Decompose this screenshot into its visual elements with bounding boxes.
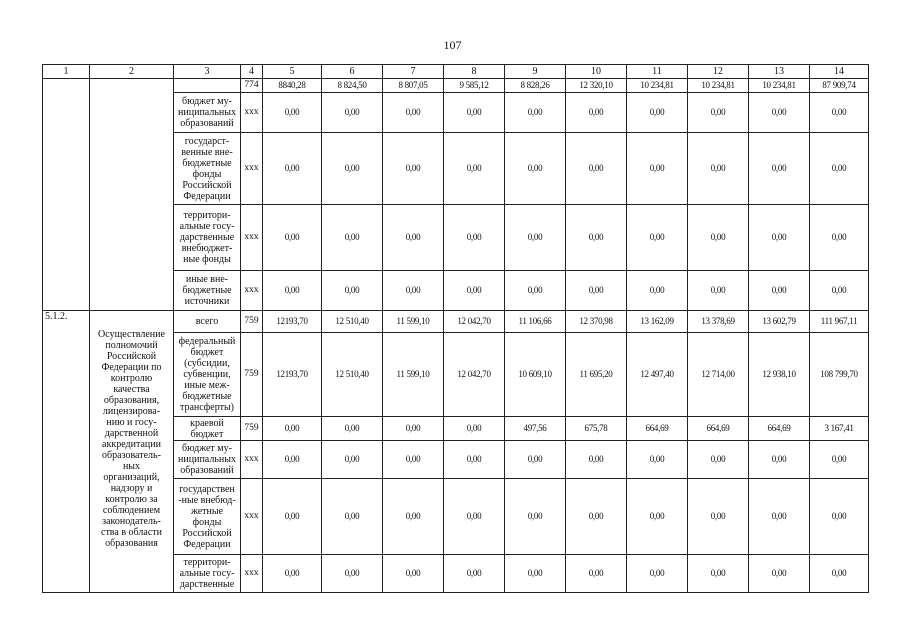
value-cell-col6: 0,00 [322, 93, 383, 133]
value-cell-col10: 0,00 [566, 555, 627, 593]
code-cell: ххх [241, 555, 263, 593]
value-cell-col9: 0,00 [505, 479, 566, 555]
value-cell-col5: 0,00 [263, 441, 322, 479]
header-row [43, 65, 869, 79]
code-cell: 759 [241, 311, 263, 333]
value-cell-col14: 87 909,74 [810, 79, 869, 93]
value-cell-col6: 0,00 [322, 555, 383, 593]
value-cell-col9: 0,00 [505, 133, 566, 205]
column-header-1: 1 [43, 65, 90, 79]
value-cell-col14: 0,00 [810, 479, 869, 555]
value-cell-col9: 11 106,66 [505, 311, 566, 333]
column-header-12: 12 [688, 65, 749, 79]
value-cell-col7: 0,00 [383, 93, 444, 133]
value-cell-col8: 0,00 [444, 479, 505, 555]
code-cell: 759 [241, 333, 263, 417]
value-cell-col13: 0,00 [749, 555, 810, 593]
value-cell-col7: 0,00 [383, 555, 444, 593]
column-header-8: 8 [444, 65, 505, 79]
funding-source-cell: бюджет му- ниципальных образований [174, 93, 241, 133]
column-header-9: 9 [505, 65, 566, 79]
value-cell-col7: 11 599,10 [383, 333, 444, 417]
value-cell-col5: 12193,70 [263, 311, 322, 333]
value-cell-col11: 0,00 [627, 93, 688, 133]
value-cell-col10: 0,00 [566, 271, 627, 311]
budget-table [42, 64, 869, 593]
code-cell: ххх [241, 271, 263, 311]
value-cell-col11: 10 234,81 [627, 79, 688, 93]
column-header-6: 6 [322, 65, 383, 79]
funding-source-cell: бюджет му- ниципальных образований [174, 441, 241, 479]
value-cell-col5: 0,00 [263, 417, 322, 441]
value-cell-col6: 12 510,40 [322, 333, 383, 417]
code-cell: 774 [241, 79, 263, 93]
column-header-11: 11 [627, 65, 688, 79]
value-cell-col5: 0,00 [263, 479, 322, 555]
code-cell: 759 [241, 417, 263, 441]
block1-description-cell [90, 79, 174, 311]
value-cell-col12: 0,00 [688, 133, 749, 205]
block2-description-cell: Осуществление полномочий Российской Федерации по контролю качества образования, лицензирова- нию и госу- дарственной аккредитации образователь- ных организаций, надзору и контролю за соблюдением законодатель- ства в области образования [90, 311, 174, 593]
value-cell-col8: 0,00 [444, 205, 505, 271]
column-header-2: 2 [90, 65, 174, 79]
column-header-5: 5 [263, 65, 322, 79]
value-cell-col12: 0,00 [688, 441, 749, 479]
value-cell-col11: 0,00 [627, 479, 688, 555]
column-header-3: 3 [174, 65, 241, 79]
value-cell-col8: 0,00 [444, 133, 505, 205]
value-cell-col14: 0,00 [810, 441, 869, 479]
value-cell-col12: 10 234,81 [688, 79, 749, 93]
value-cell-col10: 12 370,98 [566, 311, 627, 333]
value-cell-col13: 13 602,79 [749, 311, 810, 333]
value-cell-col14: 0,00 [810, 205, 869, 271]
column-header-13: 13 [749, 65, 810, 79]
column-header-10: 10 [566, 65, 627, 79]
value-cell-col13: 10 234,81 [749, 79, 810, 93]
page-number: 107 [443, 38, 462, 52]
value-cell-col11: 664,69 [627, 417, 688, 441]
value-cell-col13: 0,00 [749, 441, 810, 479]
code-cell: ххх [241, 133, 263, 205]
value-cell-col5: 12193,70 [263, 333, 322, 417]
value-cell-col13: 0,00 [749, 205, 810, 271]
block2-index-cell: 5.1.2. [43, 311, 90, 593]
value-cell-col8: 9 585,12 [444, 79, 505, 93]
block1-index-cell [43, 79, 90, 311]
value-cell-col11: 13 162,09 [627, 311, 688, 333]
value-cell-col13: 0,00 [749, 133, 810, 205]
value-cell-col13: 0,00 [749, 479, 810, 555]
value-cell-col7: 11 599,10 [383, 311, 444, 333]
value-cell-col14: 0,00 [810, 93, 869, 133]
value-cell-col11: 0,00 [627, 441, 688, 479]
value-cell-col10: 0,00 [566, 441, 627, 479]
value-cell-col14: 108 799,70 [810, 333, 869, 417]
value-cell-col14: 0,00 [810, 133, 869, 205]
code-cell: ххх [241, 205, 263, 271]
value-cell-col9: 0,00 [505, 93, 566, 133]
value-cell-col10: 0,00 [566, 133, 627, 205]
value-cell-col10: 675,78 [566, 417, 627, 441]
value-cell-col6: 0,00 [322, 479, 383, 555]
code-cell: ххх [241, 441, 263, 479]
value-cell-col11: 0,00 [627, 133, 688, 205]
funding-source-cell: территори- альные госу- дарственные [174, 555, 241, 593]
funding-source-cell: государствен -ные внебюд- жетные фонды Российской Федерации [174, 479, 241, 555]
value-cell-col13: 664,69 [749, 417, 810, 441]
value-cell-col5: 0,00 [263, 271, 322, 311]
column-header-14: 14 [810, 65, 869, 79]
value-cell-col14: 0,00 [810, 271, 869, 311]
value-cell-col11: 12 497,40 [627, 333, 688, 417]
value-cell-col12: 0,00 [688, 555, 749, 593]
value-cell-col7: 0,00 [383, 271, 444, 311]
column-header-4: 4 [241, 65, 263, 79]
value-cell-col13: 12 938,10 [749, 333, 810, 417]
funding-source-cell: краевой бюджет [174, 417, 241, 441]
value-cell-col6: 0,00 [322, 441, 383, 479]
value-cell-col7: 0,00 [383, 133, 444, 205]
funding-source-cell: федеральный бюджет (субсидии, субвенции, иные меж- бюджетные трансферты) [174, 333, 241, 417]
value-cell-col8: 0,00 [444, 441, 505, 479]
code-cell: ххх [241, 479, 263, 555]
value-cell-col10: 11 695,20 [566, 333, 627, 417]
value-cell-col5: 0,00 [263, 93, 322, 133]
funding-source-cell: иные вне- бюджетные источники [174, 271, 241, 311]
value-cell-col8: 0,00 [444, 555, 505, 593]
funding-source-cell [174, 79, 241, 93]
funding-source-cell: территори- альные госу- дарственные внебюджет- ные фонды [174, 205, 241, 271]
value-cell-col7: 0,00 [383, 479, 444, 555]
value-cell-col12: 13 378,69 [688, 311, 749, 333]
value-cell-col10: 0,00 [566, 205, 627, 271]
value-cell-col6: 0,00 [322, 205, 383, 271]
value-cell-col5: 0,00 [263, 205, 322, 271]
value-cell-col6: 0,00 [322, 271, 383, 311]
value-cell-col8: 0,00 [444, 417, 505, 441]
value-cell-col10: 12 320,10 [566, 79, 627, 93]
value-cell-col7: 0,00 [383, 417, 444, 441]
funding-source-cell: государст- венные вне- бюджетные фонды Российской Федерации [174, 133, 241, 205]
value-cell-col7: 0,00 [383, 205, 444, 271]
column-header-7: 7 [383, 65, 444, 79]
value-cell-col7: 0,00 [383, 441, 444, 479]
value-cell-col11: 0,00 [627, 271, 688, 311]
value-cell-col12: 12 714,00 [688, 333, 749, 417]
value-cell-col9: 0,00 [505, 205, 566, 271]
value-cell-col9: 8 828,26 [505, 79, 566, 93]
value-cell-col6: 0,00 [322, 417, 383, 441]
value-cell-col10: 0,00 [566, 479, 627, 555]
value-cell-col12: 0,00 [688, 479, 749, 555]
value-cell-col14: 111 967,11 [810, 311, 869, 333]
value-cell-col12: 0,00 [688, 93, 749, 133]
value-cell-col13: 0,00 [749, 93, 810, 133]
value-cell-col8: 0,00 [444, 271, 505, 311]
value-cell-col9: 10 609,10 [505, 333, 566, 417]
value-cell-col9: 0,00 [505, 271, 566, 311]
value-cell-col6: 12 510,40 [322, 311, 383, 333]
value-cell-col12: 664,69 [688, 417, 749, 441]
value-cell-col13: 0,00 [749, 271, 810, 311]
value-cell-col6: 0,00 [322, 133, 383, 205]
block1-row [43, 79, 869, 93]
value-cell-col9: 497,56 [505, 417, 566, 441]
value-cell-col6: 8 824,50 [322, 79, 383, 93]
value-cell-col10: 0,00 [566, 93, 627, 133]
value-cell-col8: 12 042,70 [444, 333, 505, 417]
funding-source-cell: всего [174, 311, 241, 333]
value-cell-col8: 0,00 [444, 93, 505, 133]
code-cell: ххх [241, 93, 263, 133]
value-cell-col9: 0,00 [505, 555, 566, 593]
value-cell-col11: 0,00 [627, 555, 688, 593]
value-cell-col12: 0,00 [688, 205, 749, 271]
value-cell-col9: 0,00 [505, 441, 566, 479]
value-cell-col8: 12 042,70 [444, 311, 505, 333]
value-cell-col12: 0,00 [688, 271, 749, 311]
value-cell-col14: 3 167,41 [810, 417, 869, 441]
value-cell-col5: 8840,28 [263, 79, 322, 93]
value-cell-col7: 8 807,05 [383, 79, 444, 93]
value-cell-col5: 0,00 [263, 133, 322, 205]
value-cell-col11: 0,00 [627, 205, 688, 271]
value-cell-col5: 0,00 [263, 555, 322, 593]
block2-row [43, 311, 869, 333]
value-cell-col14: 0,00 [810, 555, 869, 593]
